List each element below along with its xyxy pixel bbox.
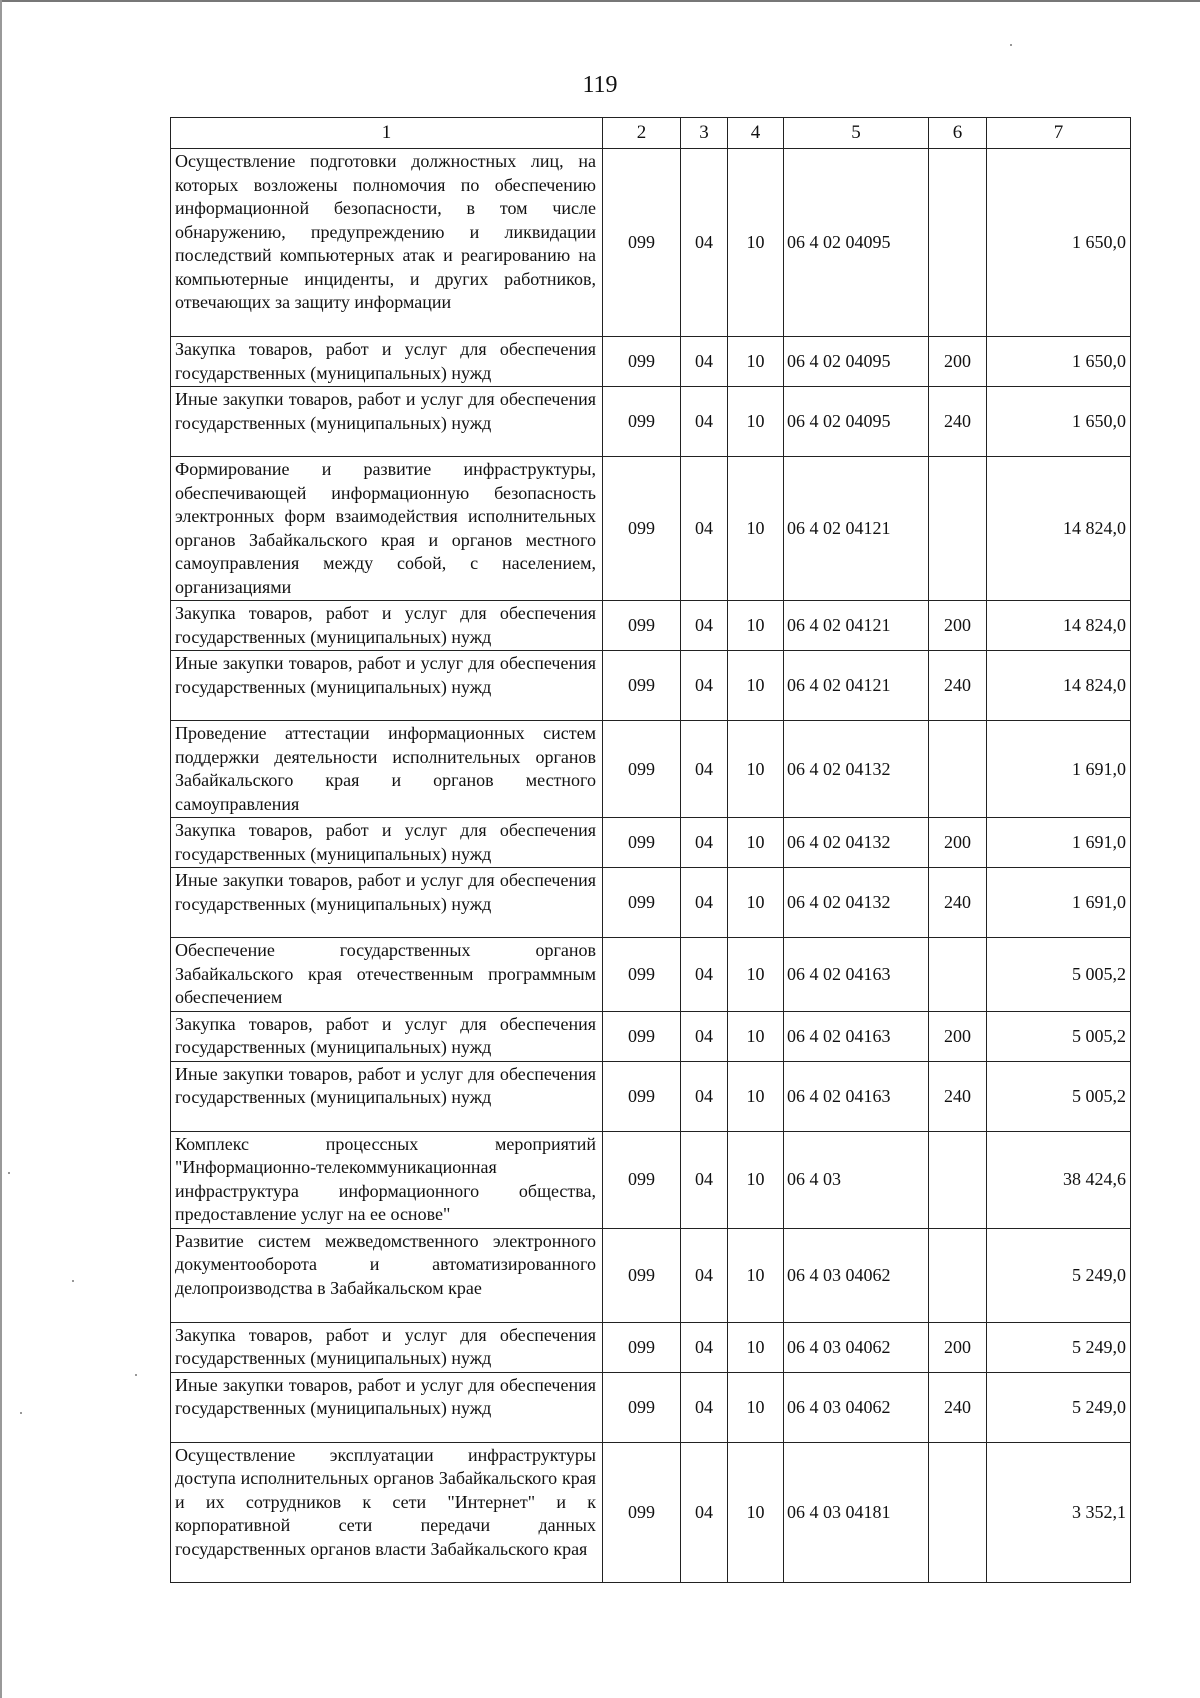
scan-speck (8, 1172, 10, 1174)
table-row (171, 938, 1131, 1012)
cell-col-6: 200 (929, 1011, 987, 1061)
cell-col-2: 099 (603, 1061, 681, 1131)
cell-col-2: 099 (603, 1322, 681, 1372)
table-row (171, 387, 1131, 457)
cell-col-5: 06 4 03 04062 (784, 1372, 929, 1442)
header-col-3: 3 (681, 118, 728, 149)
cell-col-3: 04 (681, 868, 728, 938)
cell-col-4: 10 (728, 1322, 784, 1372)
cell-col-6: 200 (929, 1322, 987, 1372)
cell-col-6 (929, 1442, 987, 1582)
cell-col-7: 3 352,1 (987, 1442, 1131, 1582)
cell-col-4: 10 (728, 721, 784, 818)
cell-description: Иные закупки товаров, работ и услуг для обеспечения государственных (муниципальных) нужд (171, 868, 603, 938)
table-header (171, 118, 1131, 149)
cell-col-7: 1 650,0 (987, 149, 1131, 337)
cell-col-7: 5 249,0 (987, 1228, 1131, 1322)
cell-col-5: 06 4 02 04121 (784, 457, 929, 601)
cell-col-5: 06 4 02 04095 (784, 337, 929, 387)
page-number: 119 (582, 72, 618, 98)
cell-col-5: 06 4 02 04121 (784, 601, 929, 651)
cell-col-2: 099 (603, 938, 681, 1012)
cell-col-3: 04 (681, 1061, 728, 1131)
cell-description: Закупка товаров, работ и услуг для обеспечения государственных (муниципальных) нужд (171, 1322, 603, 1372)
cell-col-7: 14 824,0 (987, 601, 1131, 651)
cell-col-3: 04 (681, 1442, 728, 1582)
table-row (171, 651, 1131, 721)
cell-col-7: 5 249,0 (987, 1372, 1131, 1442)
cell-col-5: 06 4 02 04095 (784, 149, 929, 337)
cell-col-4: 10 (728, 1372, 784, 1442)
scan-speck (20, 1412, 22, 1414)
budget-table (170, 117, 1131, 1583)
table-row (171, 1372, 1131, 1442)
cell-col-2: 099 (603, 1011, 681, 1061)
cell-description: Осуществление подготовки должностных лиц, на которых возложены полномочия по обеспечению информационной безопасности, в том числе обнаружению, предупреждению и ликвидации последствий компьютерных атак и реагированию на компьютерные инциденты, и других работников, отвечающих за защиту информации (171, 149, 603, 337)
cell-col-4: 10 (728, 938, 784, 1012)
cell-col-6: 240 (929, 651, 987, 721)
cell-description: Закупка товаров, работ и услуг для обеспечения государственных (муниципальных) нужд (171, 818, 603, 868)
cell-col-4: 10 (728, 1011, 784, 1061)
table-row (171, 601, 1131, 651)
cell-col-6 (929, 1131, 987, 1228)
cell-col-6: 200 (929, 601, 987, 651)
scan-speck (1010, 44, 1012, 46)
cell-col-2: 099 (603, 337, 681, 387)
cell-col-4: 10 (728, 818, 784, 868)
cell-col-2: 099 (603, 387, 681, 457)
cell-col-2: 099 (603, 149, 681, 337)
cell-description: Иные закупки товаров, работ и услуг для обеспечения государственных (муниципальных) нужд (171, 651, 603, 721)
cell-col-7: 1 691,0 (987, 721, 1131, 818)
cell-col-6: 240 (929, 868, 987, 938)
cell-col-6: 240 (929, 1372, 987, 1442)
cell-col-2: 099 (603, 721, 681, 818)
cell-description: Осуществление эксплуатации инфраструктуры доступа исполнительных органов Забайкальского края и их сотрудников к сети "Интернет" и к корпоративной сети передачи данных государственных органов власти Забайкальского края (171, 1442, 603, 1582)
cell-col-3: 04 (681, 387, 728, 457)
cell-description: Закупка товаров, работ и услуг для обеспечения государственных (муниципальных) нужд (171, 601, 603, 651)
cell-col-6 (929, 149, 987, 337)
cell-col-7: 38 424,6 (987, 1131, 1131, 1228)
cell-col-5: 06 4 02 04163 (784, 1011, 929, 1061)
cell-description: Развитие систем межведомственного электронного документооборота и автоматизированного делопроизводства в Забайкальском крае (171, 1228, 603, 1322)
cell-col-2: 099 (603, 868, 681, 938)
cell-col-5: 06 4 02 04132 (784, 721, 929, 818)
cell-col-3: 04 (681, 601, 728, 651)
cell-col-5: 06 4 02 04095 (784, 387, 929, 457)
cell-description: Иные закупки товаров, работ и услуг для обеспечения государственных (муниципальных) нужд (171, 1372, 603, 1442)
table-row (171, 1322, 1131, 1372)
header-col-2: 2 (603, 118, 681, 149)
cell-col-3: 04 (681, 818, 728, 868)
cell-col-3: 04 (681, 149, 728, 337)
table-row (171, 1131, 1131, 1228)
table-row (171, 721, 1131, 818)
table-row (171, 149, 1131, 337)
cell-col-3: 04 (681, 651, 728, 721)
cell-col-2: 099 (603, 1131, 681, 1228)
cell-col-4: 10 (728, 1442, 784, 1582)
cell-description: Обеспечение государственных органов Забайкальского края отечественным программным обеспечением (171, 938, 603, 1012)
header-col-1: 1 (171, 118, 603, 149)
cell-col-6 (929, 1228, 987, 1322)
cell-col-6 (929, 938, 987, 1012)
cell-col-7: 5 005,2 (987, 1061, 1131, 1131)
cell-col-3: 04 (681, 457, 728, 601)
cell-col-5: 06 4 03 04062 (784, 1228, 929, 1322)
cell-description: Закупка товаров, работ и услуг для обеспечения государственных (муниципальных) нужд (171, 337, 603, 387)
cell-col-5: 06 4 02 04163 (784, 1061, 929, 1131)
cell-col-2: 099 (603, 651, 681, 721)
cell-col-3: 04 (681, 721, 728, 818)
cell-description: Формирование и развитие инфраструктуры, обеспечивающей информационную безопасность электронных форм взаимодействия исполнительных органов Забайкальского края и органов местного самоуправления между собой, с населением, организациями (171, 457, 603, 601)
cell-col-4: 10 (728, 457, 784, 601)
cell-col-4: 10 (728, 1228, 784, 1322)
cell-col-6: 200 (929, 818, 987, 868)
cell-col-7: 1 650,0 (987, 337, 1131, 387)
cell-col-4: 10 (728, 651, 784, 721)
cell-col-7: 1 650,0 (987, 387, 1131, 457)
cell-col-4: 10 (728, 337, 784, 387)
cell-col-6: 200 (929, 337, 987, 387)
cell-col-3: 04 (681, 1011, 728, 1061)
table-row (171, 1011, 1131, 1061)
cell-col-7: 14 824,0 (987, 651, 1131, 721)
cell-col-4: 10 (728, 601, 784, 651)
cell-description: Иные закупки товаров, работ и услуг для обеспечения государственных (муниципальных) нужд (171, 1061, 603, 1131)
cell-col-4: 10 (728, 868, 784, 938)
cell-col-3: 04 (681, 1372, 728, 1442)
cell-description: Закупка товаров, работ и услуг для обеспечения государственных (муниципальных) нужд (171, 1011, 603, 1061)
cell-col-2: 099 (603, 1442, 681, 1582)
table-body (171, 149, 1131, 1583)
cell-col-7: 14 824,0 (987, 457, 1131, 601)
header-col-5: 5 (784, 118, 929, 149)
cell-description: Иные закупки товаров, работ и услуг для обеспечения государственных (муниципальных) нужд (171, 387, 603, 457)
cell-description: Комплекс процессных мероприятий "Информационно-телекоммуникационная инфраструктура информационного общества, предоставление услуг на ее основе" (171, 1131, 603, 1228)
cell-col-3: 04 (681, 1228, 728, 1322)
scan-edge-top (0, 0, 1200, 2)
cell-col-5: 06 4 02 04132 (784, 868, 929, 938)
cell-col-3: 04 (681, 938, 728, 1012)
cell-col-2: 099 (603, 1372, 681, 1442)
cell-col-2: 099 (603, 818, 681, 868)
cell-col-3: 04 (681, 1131, 728, 1228)
table-row (171, 1442, 1131, 1582)
cell-col-5: 06 4 03 (784, 1131, 929, 1228)
cell-col-3: 04 (681, 337, 728, 387)
cell-col-7: 5 249,0 (987, 1322, 1131, 1372)
header-col-6: 6 (929, 118, 987, 149)
cell-col-5: 06 4 03 04062 (784, 1322, 929, 1372)
cell-col-4: 10 (728, 1131, 784, 1228)
cell-col-7: 1 691,0 (987, 818, 1131, 868)
table-row (171, 337, 1131, 387)
cell-col-4: 10 (728, 149, 784, 337)
cell-col-7: 1 691,0 (987, 868, 1131, 938)
header-col-7: 7 (987, 118, 1131, 149)
table-row (171, 457, 1131, 601)
cell-col-5: 06 4 02 04163 (784, 938, 929, 1012)
header-row (171, 118, 1131, 149)
cell-col-7: 5 005,2 (987, 938, 1131, 1012)
scan-speck (72, 1280, 74, 1282)
cell-col-3: 04 (681, 1322, 728, 1372)
cell-col-5: 06 4 02 04132 (784, 818, 929, 868)
cell-col-6: 240 (929, 387, 987, 457)
cell-col-4: 10 (728, 1061, 784, 1131)
cell-col-5: 06 4 02 04121 (784, 651, 929, 721)
scan-edge-left (0, 0, 2, 1698)
cell-description: Проведение аттестации информационных систем поддержки деятельности исполнительных органов Забайкальского края и органов местного самоуправления (171, 721, 603, 818)
cell-col-6 (929, 721, 987, 818)
table-row (171, 868, 1131, 938)
table-row (171, 1061, 1131, 1131)
table-row (171, 1228, 1131, 1322)
cell-col-6: 240 (929, 1061, 987, 1131)
cell-col-2: 099 (603, 601, 681, 651)
table-row (171, 818, 1131, 868)
cell-col-5: 06 4 03 04181 (784, 1442, 929, 1582)
header-col-4: 4 (728, 118, 784, 149)
cell-col-2: 099 (603, 457, 681, 601)
cell-col-6 (929, 457, 987, 601)
cell-col-2: 099 (603, 1228, 681, 1322)
cell-col-7: 5 005,2 (987, 1011, 1131, 1061)
cell-col-4: 10 (728, 387, 784, 457)
scan-speck (135, 1374, 137, 1376)
